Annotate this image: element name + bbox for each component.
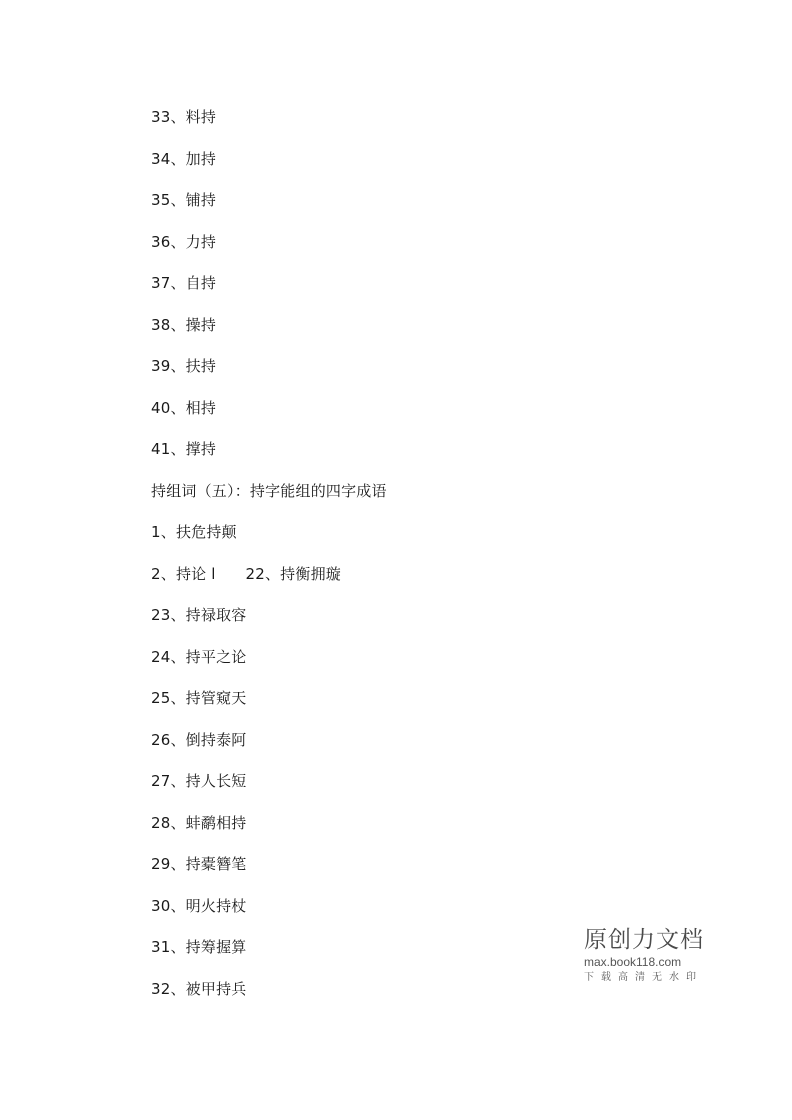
list-item: 23、持禄取容	[151, 606, 247, 624]
list-item: 30、明火持杖	[151, 897, 247, 915]
watermark	[584, 926, 708, 984]
list-item: 38、操持	[151, 316, 217, 334]
list-item: 2、持论 l 22、持衡拥璇	[151, 565, 341, 583]
section-heading: 持组词（五）：持字能组的四字成语	[151, 482, 387, 500]
list-item: 34、加持	[151, 150, 217, 168]
list-item: 28、蚌鹬相持	[151, 814, 247, 832]
list-item: 39、扶持	[151, 357, 217, 375]
list-item: 37、自持	[151, 274, 217, 292]
list-item: 33、料持	[151, 108, 217, 126]
list-item: 40、相持	[151, 399, 217, 417]
list-item: 35、铺持	[151, 191, 217, 209]
list-item: 36、力持	[151, 233, 217, 251]
list-item: 26、倒持泰阿	[151, 731, 247, 749]
watermark-subtitle: 下载高清无水印	[584, 972, 703, 983]
list-item: 24、持平之论	[151, 648, 247, 666]
list-item: 1、扶危持颠	[151, 523, 237, 541]
list-item: 25、持管窥天	[151, 689, 247, 707]
list-item: 41、撑持	[151, 440, 217, 458]
watermark-title: 原创力文档	[584, 927, 704, 953]
list-item: 27、持人长短	[151, 772, 247, 790]
watermark-url: max.book118.com	[584, 955, 682, 969]
list-item: 31、持筹握算	[151, 938, 247, 956]
list-item: 32、被甲持兵	[151, 980, 247, 998]
list-item: 29、持橐簪笔	[151, 855, 247, 873]
